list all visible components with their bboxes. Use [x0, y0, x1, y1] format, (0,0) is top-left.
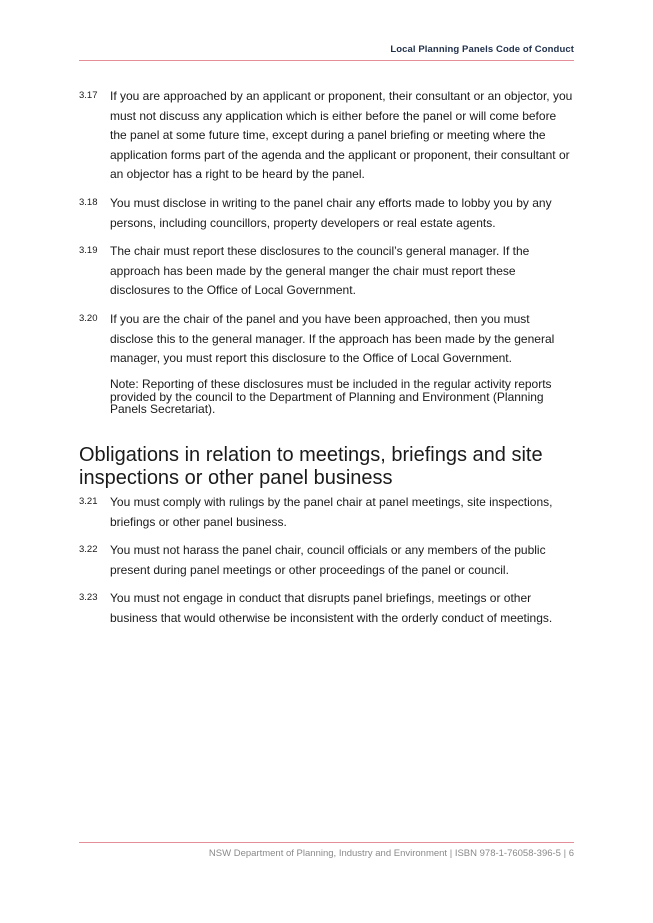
- footer-divider: [79, 842, 574, 843]
- page-body: [79, 87, 574, 638]
- clause-3-20: [79, 310, 574, 369]
- clause-number: 3.21: [79, 496, 98, 508]
- header-divider: [79, 60, 574, 61]
- section-heading: Obligations in relation to meetings, briefings and site inspections or other panel business: [79, 444, 543, 490]
- clause-3-18: [79, 194, 574, 233]
- clause-text: You must disclose in writing to the panel chair any efforts made to lobby you by any persons, including councillors, property developers or real estate agents.: [110, 195, 552, 230]
- clause-number: 3.19: [79, 245, 98, 257]
- clause-number: 3.23: [79, 592, 98, 604]
- note-paragraph: Note: Reporting of these disclosures must be included in the regular activity reports provided by the council to the Department of Planning and Environment (Planning Panels Secretariat).: [110, 376, 552, 417]
- clause-text: If you are the chair of the panel and you have been approached, then you must disclose this to the general manager. If the approach has been made by the general manager, you must report this disclosure to the Office of Local Government.: [110, 311, 555, 366]
- clause-3-19: [79, 242, 574, 301]
- clause-number: 3.20: [79, 312, 98, 324]
- page-footer: NSW Department of Planning, Industry and Environment | ISBN 978-1-76058-396-5 | 6: [208, 848, 574, 859]
- clause-text: You must comply with rulings by the panel chair at panel meetings, site inspections, briefings or other panel business.: [110, 495, 553, 529]
- running-header: Local Planning Panels Code of Conduct: [390, 44, 574, 55]
- clause-number: 3.22: [79, 544, 98, 556]
- clause-3-22: [79, 541, 574, 580]
- clause-number: 3.18: [79, 196, 98, 208]
- clause-3-21: [79, 493, 574, 532]
- clause-3-23: [79, 589, 574, 628]
- clause-3-17: [79, 87, 574, 185]
- clause-number: 3.17: [79, 90, 98, 101]
- clause-text: You must not engage in conduct that disrupts panel briefings, meetings or other business that would otherwise be inconsistent with the orderly conduct of meetings.: [110, 591, 553, 626]
- clause-text: If you are approached by an applicant or proponent, their consultant or an objector, you must not discuss any application which is either before the panel or will come before the panel at some future time, except during a panel briefing or meeting where the application forms part of the agenda and the applicant or proponent, their consultant or an objector has a right to be heard by the panel.: [110, 89, 573, 182]
- clause-text: The chair must report these disclosures to the council’s general manager. If the approach has been made by the general manger the chair must report these disclosures to the Office of Local Government.: [110, 244, 530, 298]
- clause-text: You must not harass the panel chair, council officials or any members of the public present during panel meetings or other proceedings of the panel or council.: [110, 543, 546, 577]
